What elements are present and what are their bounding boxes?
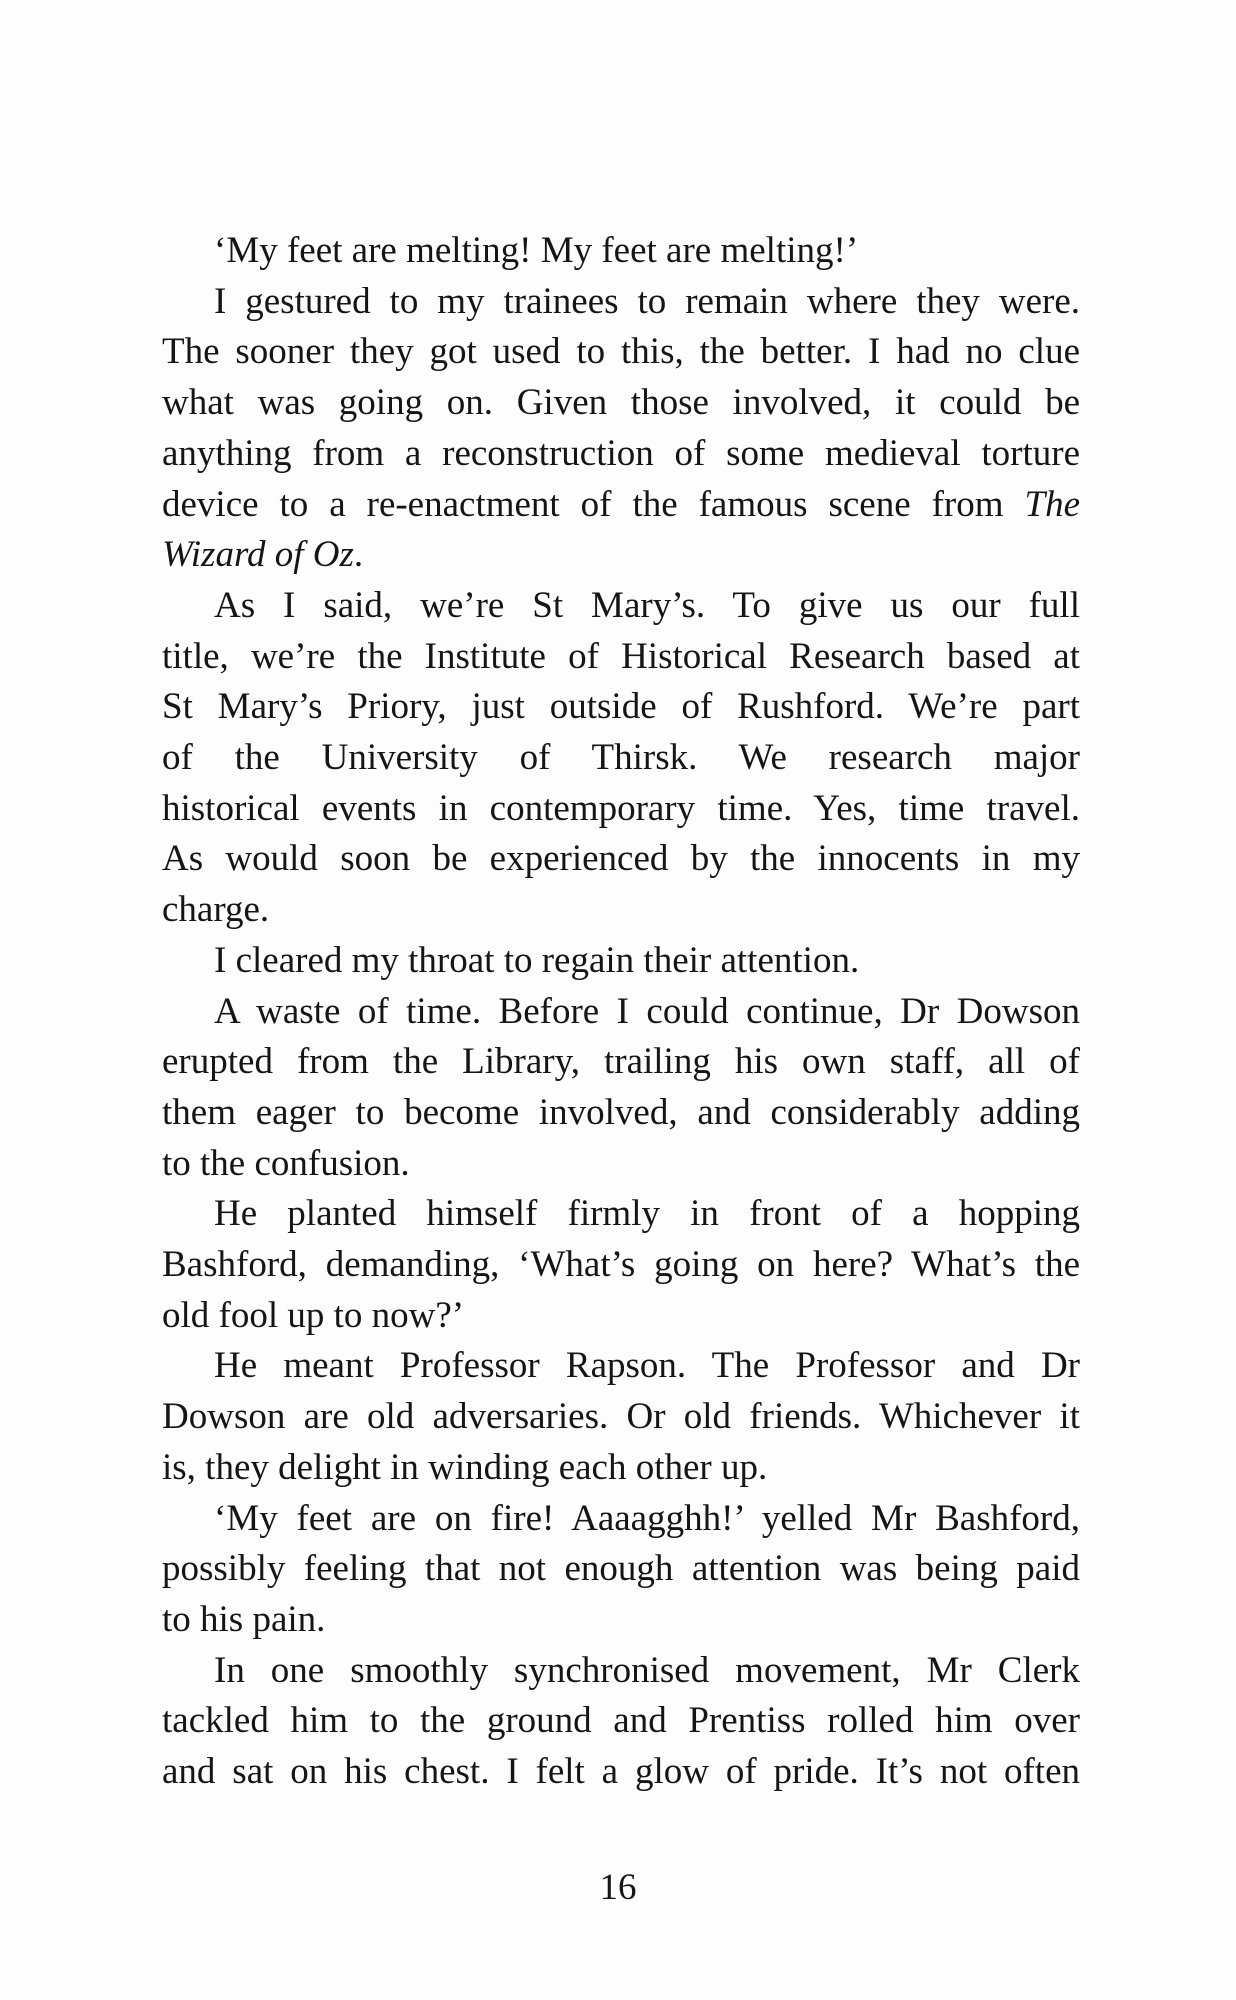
text-line: and sat on his chest. I felt a glow of pride. It’s not often — [162, 1751, 1080, 1793]
page-number: 16 — [599, 1867, 637, 1908]
text-line: possibly feeling that not enough attention was being paid — [162, 1548, 1080, 1590]
text-line: The sooner they got used to this, the better. I had no clue — [162, 331, 1080, 373]
paragraph — [162, 1494, 1080, 1646]
text-line: St Mary’s Priory, just outside of Rushford. We’re part — [162, 686, 1080, 728]
text-line: Dowson are old adversaries. Or old friends. Whichever it — [162, 1396, 1080, 1438]
text-line: ‘My feet are melting! My feet are melting!’ — [214, 230, 859, 271]
text-line: device to a re-enactment of the famous scene from The — [162, 483, 1080, 525]
text-line: erupted from the Library, trailing his own staff, all of — [162, 1041, 1080, 1083]
text-line: old fool up to now?’ — [162, 1294, 465, 1336]
text-line: historical events in contemporary time. Yes, time travel. — [162, 787, 1080, 829]
text-line: In one smoothly synchronised movement, Mr Clerk — [214, 1649, 1080, 1691]
paragraph — [162, 226, 1080, 277]
text-line: them eager to become involved, and considerably adding — [162, 1091, 1080, 1133]
text-line: Wizard of Oz. — [162, 534, 364, 576]
italic-title: Wizard of Oz — [162, 534, 354, 576]
paragraph — [162, 1341, 1080, 1493]
text-line: He planted himself firmly in front of a hopping — [214, 1193, 1080, 1235]
text-line: I cleared my throat to regain their attention. — [214, 939, 860, 981]
paragraph — [162, 581, 1080, 936]
paragraph — [162, 987, 1080, 1190]
text-line: Bashford, demanding, ‘What’s going on here? What’s the — [162, 1244, 1080, 1286]
italic-title: The — [1024, 483, 1080, 525]
text-line: what was going on. Given those involved, it could be — [162, 382, 1080, 424]
text-line: charge. — [162, 889, 270, 931]
text-line: title, we’re the Institute of Historical Research based at — [162, 635, 1080, 677]
text-line: As I said, we’re St Mary’s. To give us our full — [214, 584, 1080, 626]
text-line: As would soon be experienced by the innocents in my — [162, 838, 1080, 880]
text-line: to his pain. — [162, 1598, 326, 1640]
paragraph — [162, 1646, 1080, 1798]
text-line: A waste of time. Before I could continue, Dr Dowson — [214, 990, 1080, 1032]
text-line: to the confusion. — [162, 1142, 410, 1184]
text-line: tackled him to the ground and Prentiss rolled him over — [162, 1700, 1080, 1742]
paragraph — [162, 1189, 1080, 1341]
text-line: is, they delight in winding each other up. — [162, 1446, 768, 1488]
paragraph — [162, 277, 1080, 581]
text-line: ‘My feet are on fire! Aaaagghh!’ yelled Mr Bashford, — [214, 1497, 1080, 1539]
body-text — [162, 226, 1080, 1798]
text-line: anything from a reconstruction of some medieval torture — [162, 432, 1080, 474]
paragraph — [162, 936, 1080, 987]
text-line: I gestured to my trainees to remain where they were. — [214, 280, 1080, 322]
text-line: He meant Professor Rapson. The Professor and Dr — [214, 1345, 1080, 1387]
text-line: of the University of Thirsk. We research major — [162, 737, 1080, 779]
